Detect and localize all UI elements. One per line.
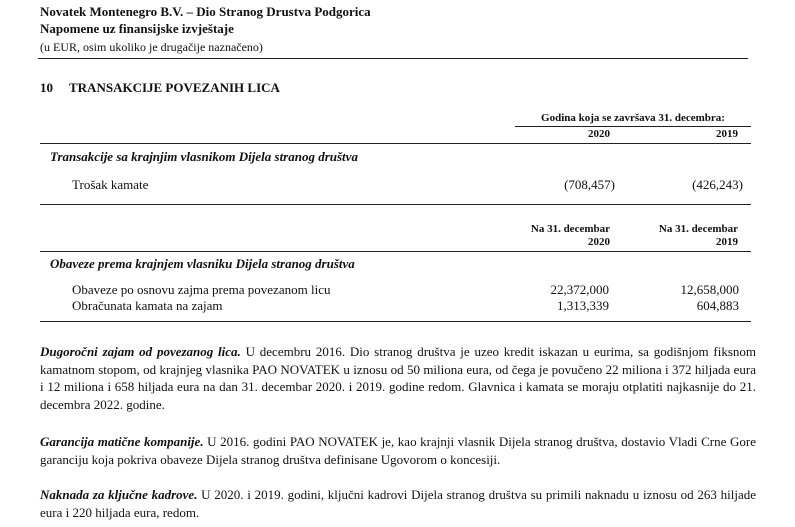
table2-row-label: Obračunata kamata na zajam [72,298,223,313]
paragraph-text: U 2016. godini PAO NOVATEK je, kao krajnji vlasnik Dijela stranog društva, dostavio Vladi Crne Gore garanciju koja pokriva obaveze Dijela stranog društva definisane Ugovorom o koncesiji. [40,434,756,467]
table2-row-value-2020: 22,372,000 [550,282,609,297]
table1-header-rule [40,143,751,144]
col-b-line1: Na 31. decembar [658,223,738,235]
company-name: Novatek Montenegro B.V. – Dio Stranog Drustva Podgorica [40,4,371,19]
section-number: 10 [40,80,53,95]
table1-row-value-2019: (426,243) [692,177,743,192]
currency-note: (u EUR, osim ukoliko je drugačije naznačeno) [40,40,263,54]
table2-row-value-2020: 1,313,339 [557,298,609,313]
table1-bottom-rule [40,204,751,205]
table2-row-label: Obaveze po osnovu zajma prema povezanom licu [72,282,331,297]
col-b-line2: 2019 [716,236,738,248]
section-title: TRANSAKCIJE POVEZANIH LICA [69,80,280,95]
paragraph-long-term-loan [40,343,756,413]
col-a-line1: Na 31. decembar [530,223,610,235]
paragraph-title: Dugoročni zajam od povezanog lica. [40,344,241,359]
table2-row-value-2019: 12,658,000 [680,282,739,297]
period-header-rule [515,126,751,127]
table2-bottom-rule [40,321,751,322]
paragraph-parent-guarantee [40,433,756,468]
col-a-header [498,223,610,249]
header-rule [38,58,748,59]
col-2019: 2019 [716,128,738,140]
paragraph-title: Garancija matične kompanije. [40,434,204,449]
table2-header-rule [40,251,751,252]
table2-row-value-2019: 604,883 [696,298,739,313]
table1-row-label: Trošak kamate [72,177,149,192]
document-subtitle: Napomene uz finansijske izvještaje [40,21,234,36]
col-a-line2: 2020 [588,236,610,248]
table2-group-title: Obaveze prema krajnjem vlasniku Dijela stranog društva [50,256,355,271]
col-2020: 2020 [588,128,610,140]
table1-row-value-2020: (708,457) [564,177,615,192]
col-b-header [626,223,738,249]
table1-group-title: Transakcije sa krajnjim vlasnikom Dijela stranog društva [50,149,358,164]
paragraph-key-personnel [40,486,756,521]
period-header: Godina koja se završava 31. decembra: [541,112,725,124]
paragraph-text: U 2020. i 2019. godini, ključni kadrovi Dijela stranog društva su primili naknadu u iznosu od 263 hiljade eura i 220 hiljada eura, redom. [40,487,757,520]
paragraph-text: U decembru 2016. Dio stranog društva je uzeo kredit iskazan u eurima, sa godišnjom fiksnom kamatnom stopom, od krajnjeg vlasnika PAO NOVATEK u iznosu od 50 miliona eura, od čega je povučeno 22 miliona i 372 hiljada eura i 12 miliona i 658 hiljada eura na dan 31. decembar 2020. i 2019. godine redom. Glavnica i kamata se moraju otplatiti najkasnije do 21. decembra 2022. godine. [40,344,756,412]
paragraph-title: Naknada za ključne kadrove. [40,487,198,502]
